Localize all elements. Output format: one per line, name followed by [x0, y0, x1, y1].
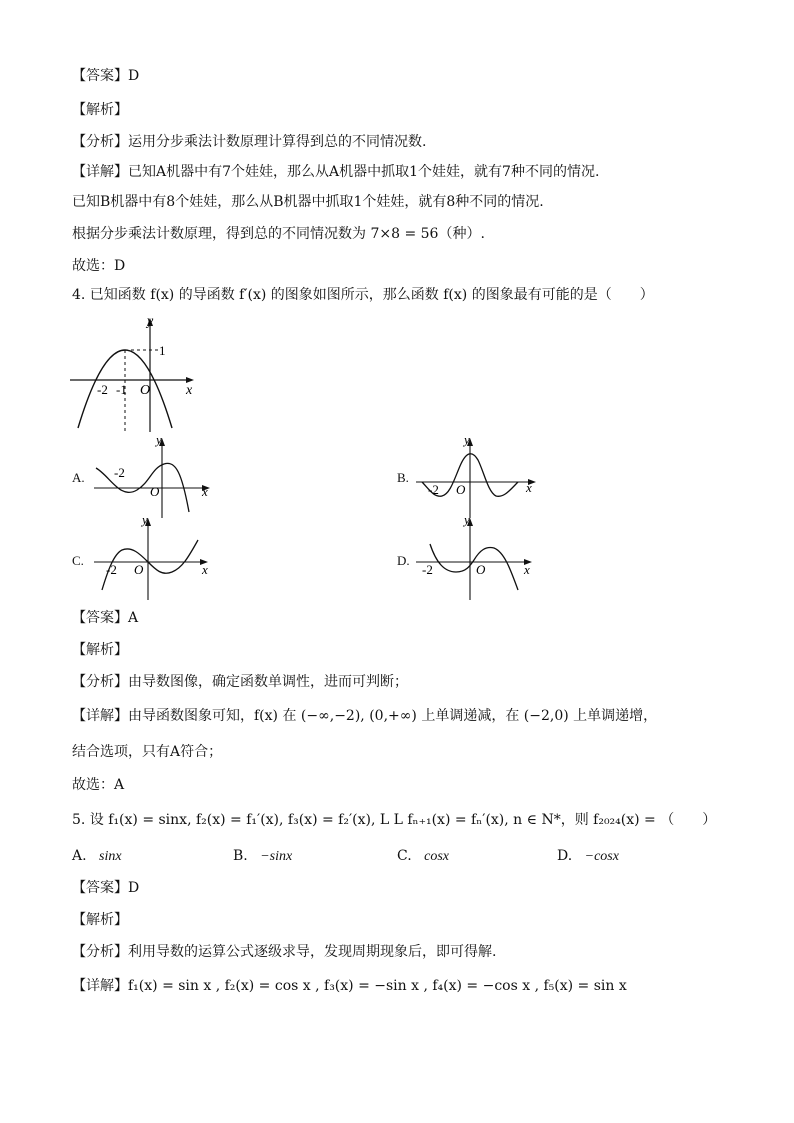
q3-answer: 【答案】D [72, 68, 140, 84]
q4-answer: 【答案】A [72, 610, 139, 626]
q4-detail-1: 【详解】由导函数图象可知，f(x) 在 (−∞,−2), (0,+∞) 上单调递减，在 (−2,0) 上单调递增， [72, 708, 658, 724]
q4-option-d-label: D. [397, 553, 410, 568]
q5-stem: 5. 设 f₁(x) = sinx, f₂(x) = f₁′(x), f₃(x) = f₂′(x), L L fₙ₊₁(x) = fₙ′(x), n ∈ N*，则 f₂₀₂₄(x) = （ ） [72, 812, 717, 828]
y-axis-label: y [464, 432, 470, 447]
q5-option-b-text: −sinx [260, 849, 293, 864]
q4-derivative-graph [70, 310, 200, 435]
q4-option-c-label: C. [72, 553, 84, 568]
q5-fenxi: 【分析】利用导数的运算公式逐级求导，发现周期现象后，即可得解. [72, 944, 497, 960]
tick-label-neg2: -2 [422, 562, 433, 577]
q4-option-a-label: A. [72, 470, 85, 485]
q3-choice: 故选：D [72, 258, 126, 274]
q5-option-a-label: A. [72, 848, 87, 864]
q4-option-b-graph [414, 430, 544, 520]
q4-option-c-graph [92, 510, 217, 602]
q5-option-b [233, 846, 292, 867]
q5-option-b-label: B. [233, 848, 248, 864]
q5-analysis-heading: 【解析】 [72, 912, 128, 928]
x-axis-label: x [526, 480, 532, 495]
tick-label-neg2: -2 [428, 482, 439, 497]
q4-option-a-graph [92, 430, 217, 520]
q5-option-a [72, 846, 122, 867]
q4-detail-2: 结合选项，只有A符合； [72, 744, 223, 760]
tick-label-neg1: -1 [116, 382, 127, 397]
q4-option-d-graph [414, 510, 544, 602]
q4-analysis-heading: 【解析】 [72, 642, 128, 658]
q5-answer: 【答案】D [72, 880, 140, 896]
q5-option-c-text: cosx [424, 849, 450, 864]
x-axis-label: x [524, 562, 530, 577]
q5-option-d [557, 846, 619, 867]
tick-label-neg2: -2 [114, 465, 125, 480]
q5-option-c [397, 846, 449, 867]
q5-option-c-label: C. [397, 848, 412, 864]
q5-option-d-label: D. [557, 848, 573, 864]
origin-label: O [140, 383, 151, 398]
y-axis-label: y [142, 512, 148, 527]
q4-stem: 4. 已知函数 f(x) 的导函数 f′(x) 的图象如图所示，那么函数 f(x) 的图象最有可能的是（ ） [72, 287, 654, 303]
x-axis-label: x [202, 484, 208, 499]
origin-label: O [456, 482, 466, 497]
tick-label-one: 1 [159, 343, 166, 358]
tick-label-neg2: -2 [106, 562, 117, 577]
q4-choice: 故选：A [72, 777, 125, 793]
q3-detail-1: 【详解】已知A机器中有7个娃娃，那么从A机器中抓取1个娃娃，就有7种不同的情况. [72, 164, 600, 180]
origin-label: O [150, 484, 160, 499]
q3-detail-3: 根据分步乘法计数原理，得到总的不同情况数为 7×8 = 56（种）. [72, 226, 485, 242]
q3-detail-2: 已知B机器中有8个娃娃，那么从B机器中抓取1个娃娃，就有8种不同的情况. [72, 194, 544, 210]
x-axis-label: x [202, 562, 208, 577]
q4-fenxi: 【分析】由导数图像，确定函数单调性，进而可判断； [72, 674, 408, 690]
q5-option-d-text: −cosx [584, 849, 619, 864]
y-axis-label: y [156, 432, 162, 447]
q3-analysis-heading: 【解析】 [72, 102, 128, 118]
y-axis-label: y [147, 314, 154, 329]
q4-option-b-label: B. [397, 470, 409, 485]
tick-label-neg2: -2 [97, 382, 108, 397]
q5-detail: 【详解】f₁(x) = sin x , f₂(x) = cos x , f₃(x) = −sin x , f₄(x) = −cos x , f₅(x) = sin x [72, 978, 627, 994]
y-axis-label: y [464, 512, 470, 527]
q3-fenxi: 【分析】运用分步乘法计数原理计算得到总的不同情况数. [72, 134, 427, 150]
origin-label: O [134, 562, 144, 577]
origin-label: O [476, 562, 486, 577]
q5-option-a-text: sinx [99, 849, 122, 864]
x-axis-label: x [186, 383, 193, 398]
